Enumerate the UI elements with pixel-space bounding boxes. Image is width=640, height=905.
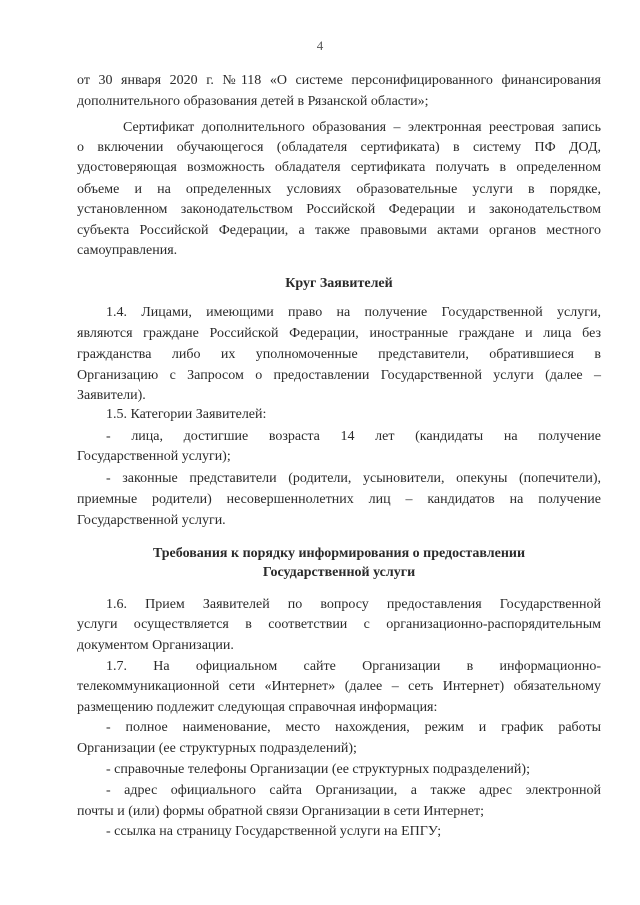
- text-line: телекоммуникационной сети «Интернет» (далее – сеть Интернет) обязательному: [77, 679, 601, 694]
- text-line: почты и (или) формы обратной связи Организации в сети Интернет;: [77, 804, 485, 819]
- text-line: самоуправления.: [77, 243, 178, 258]
- text-line: установленном законодательством Российской Федерации и законодательством: [77, 202, 601, 217]
- text-line: документом Организации.: [77, 638, 234, 653]
- text-line: - адрес официального сайта Организации, а также адрес электронной: [106, 783, 601, 798]
- text-line: гражданства либо их уполномоченные представители, обратившиеся в: [77, 347, 601, 362]
- page-number: 4: [316, 38, 324, 53]
- text-line: о включении обучающегося (обладателя сертификата) в систему ПФ ДОД,: [77, 140, 601, 155]
- text-line: - лица, достигшие возраста 14 лет (кандидаты на получение: [106, 429, 601, 444]
- text-line: Сертификат дополнительного образования – электронная реестровая запись: [123, 120, 601, 135]
- text-line: дополнительного образования детей в Рязанской области»;: [77, 94, 429, 109]
- text-line: 1.5. Категории Заявителей:: [106, 407, 267, 422]
- text-line: - законные представители (родители, усыновители, опекуны (попечители),: [106, 471, 601, 486]
- text-line: Государственной услуги);: [77, 449, 231, 464]
- text-line: Организации (ее структурных подразделений);: [77, 741, 357, 756]
- text-line: - справочные телефоны Организации (ее структурных подразделений);: [106, 762, 530, 777]
- text-line: Государственной услуги.: [77, 513, 226, 528]
- text-line: удостоверяющая возможность обладателя сертификата получать в определенном: [77, 160, 601, 175]
- text-line: 1.4. Лицами, имеющими право на получение Государственной услуги,: [106, 305, 601, 320]
- section-heading: Требования к порядку информирования о предоставлении: [152, 546, 526, 561]
- text-line: являются граждане Российской Федерации, иностранные граждане и лица без: [77, 326, 601, 341]
- text-line: Организацию с Запросом о предоставлении Государственной услуги (далее –: [77, 368, 601, 383]
- text-line: 1.6. Прием Заявителей по вопросу предоставления Государственной: [106, 597, 601, 612]
- section-heading: Государственной услуги: [262, 565, 416, 580]
- section-heading: Круг Заявителей: [285, 276, 393, 291]
- text-line: приемные родители) несовершеннолетних лиц – кандидатов на получение: [77, 492, 601, 507]
- text-line: субъекта Российской Федерации, а также правовыми актами органов местного: [77, 223, 601, 238]
- text-line: размещению подлежит следующая справочная информация:: [77, 700, 438, 715]
- text-line: Заявители).: [77, 388, 146, 403]
- text-line: услуги осуществляется в соответствии с организационно-распорядительным: [77, 617, 601, 632]
- text-line: 1.7. На официальном сайте Организации в информационно-: [106, 659, 601, 674]
- text-line: от 30 января 2020 г. №118 «О системе персонифицированного финансирования: [77, 73, 601, 88]
- text-line: - ссылка на страницу Государственной услуги на ЕПГУ;: [106, 824, 442, 839]
- text-line: объеме и на определенных условиях образовательные услуги в порядке,: [77, 182, 601, 197]
- text-line: - полное наименование, место нахождения, режим и график работы: [106, 720, 601, 735]
